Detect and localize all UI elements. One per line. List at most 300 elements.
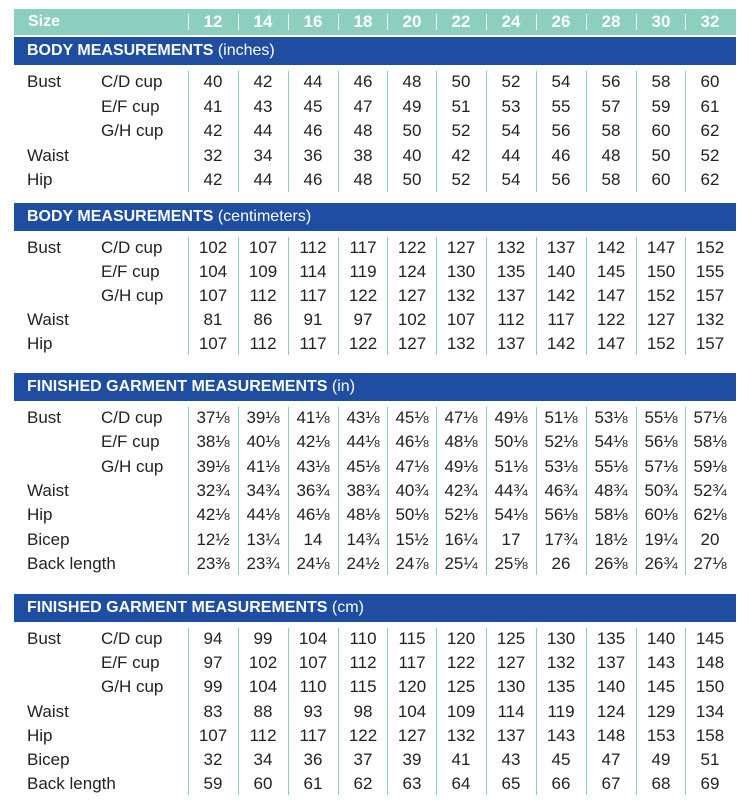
cell-body-in-bust-ef-cup-size-12: 41 (203, 97, 223, 116)
cell-body-in-hip-size-30: 60 (651, 170, 671, 189)
cell-garment-in-bust-cd-cup-size-32: 57⅛ (693, 408, 727, 427)
cell-body-in-bust-cd-cup-size-22: 50 (451, 72, 471, 91)
row-sublabel-bust-cd-cup: C/D cup (101, 408, 163, 427)
cell-garment-cm-hip-size-30: 153 (646, 726, 676, 745)
cell-garment-in-bicep-size-14: 13¼ (246, 530, 280, 549)
cell-body-cm-bust-ef-cup-size-24: 135 (496, 262, 526, 281)
cell-body-in-bust-gh-cup-size-32: 62 (700, 121, 720, 140)
cell-garment-in-bust-ef-cup-size-30: 56⅛ (644, 432, 678, 451)
cell-garment-in-waist-size-12: 32¾ (196, 481, 230, 500)
cell-garment-in-hip-size-32: 62⅛ (693, 505, 727, 524)
cell-body-cm-bust-ef-cup-size-14: 109 (248, 262, 278, 281)
cell-garment-cm-bicep-size-26: 45 (551, 750, 571, 769)
cell-body-in-bust-cd-cup-size-14: 42 (253, 72, 273, 91)
cell-body-cm-waist-size-24: 112 (497, 310, 525, 329)
row-sublabel-bust-ef-cup: E/F cup (101, 97, 160, 116)
cell-body-cm-hip-size-28: 147 (596, 334, 626, 353)
cell-garment-cm-hip-size-28: 148 (596, 726, 626, 745)
cell-garment-cm-bust-ef-cup-size-18: 112 (349, 653, 377, 672)
cell-body-in-waist-size-14: 34 (253, 146, 273, 165)
cell-garment-cm-back-length-size-24: 65 (501, 774, 521, 793)
cell-body-cm-bust-ef-cup-size-20: 124 (397, 262, 427, 281)
cell-garment-cm-waist-size-26: 119 (547, 702, 575, 721)
cell-body-in-bust-cd-cup-size-16: 44 (303, 72, 323, 91)
section-title-main: FINISHED GARMENT MEASUREMENTS (27, 378, 328, 395)
size-header-divider (536, 14, 537, 30)
size-24: 24 (501, 12, 521, 31)
row-label-bicep: Bicep (27, 530, 70, 549)
cell-garment-cm-bust-gh-cup-size-30: 145 (646, 677, 676, 696)
cell-garment-in-hip-size-12: 42⅛ (196, 505, 230, 524)
row-label-back-length: Back length (27, 554, 116, 573)
cell-body-in-waist-size-26: 46 (551, 146, 571, 165)
section-title (27, 203, 311, 231)
cell-garment-in-hip-size-16: 46⅛ (296, 505, 330, 524)
section-header-body-cm (14, 203, 736, 231)
cell-body-cm-bust-cd-cup-size-12: 102 (198, 238, 228, 257)
cell-garment-cm-bust-gh-cup-size-20: 120 (397, 677, 427, 696)
cell-body-in-waist-size-12: 32 (203, 146, 223, 165)
cell-garment-in-bust-ef-cup-size-28: 54⅛ (594, 432, 628, 451)
cell-garment-cm-bust-gh-cup-size-22: 125 (446, 677, 476, 696)
cell-body-in-waist-size-22: 42 (451, 146, 471, 165)
cell-garment-cm-bust-cd-cup-size-16: 104 (298, 629, 328, 648)
cell-garment-in-bicep-size-24: 17 (501, 530, 521, 549)
cell-body-cm-hip-size-20: 127 (397, 334, 427, 353)
cell-garment-in-waist-size-22: 42¾ (444, 481, 478, 500)
cell-garment-in-bust-ef-cup-size-26: 52⅛ (544, 432, 578, 451)
cell-garment-cm-hip-size-12: 107 (198, 726, 228, 745)
cell-body-cm-bust-cd-cup-size-16: 112 (299, 238, 327, 257)
cell-garment-in-bust-cd-cup-size-24: 49⅛ (494, 408, 528, 427)
cell-garment-cm-bust-cd-cup-size-22: 120 (446, 629, 476, 648)
row-label-back-length: Back length (27, 774, 116, 793)
cell-body-cm-bust-cd-cup-size-30: 147 (646, 238, 676, 257)
cell-garment-in-back-length-size-32: 27⅛ (693, 554, 727, 573)
cell-garment-in-bust-cd-cup-size-28: 53⅛ (594, 408, 628, 427)
cell-garment-in-bicep-size-16: 14 (303, 530, 323, 549)
cell-garment-in-hip-size-14: 44⅛ (246, 505, 280, 524)
cell-body-cm-waist-size-14: 86 (253, 310, 273, 329)
cell-garment-in-back-length-size-24: 25⅝ (494, 554, 528, 573)
row-label-hip: Hip (27, 726, 53, 745)
cell-garment-in-bust-gh-cup-size-20: 47⅛ (395, 457, 429, 476)
cell-body-in-bust-cd-cup-size-20: 48 (402, 72, 422, 91)
row-label-bust-cd-cup: Bust (27, 408, 62, 427)
section-header-body-in (14, 37, 736, 65)
cell-garment-cm-bust-gh-cup-size-26: 135 (546, 677, 576, 696)
cell-body-cm-waist-size-30: 127 (646, 310, 676, 329)
section-title-unit: (cm) (331, 599, 364, 616)
cell-garment-cm-bicep-size-22: 41 (451, 750, 471, 769)
cell-body-cm-waist-size-28: 122 (596, 310, 626, 329)
row-sublabel-bust-ef-cup: E/F cup (101, 653, 160, 672)
cell-garment-cm-bust-ef-cup-size-12: 97 (203, 653, 223, 672)
cell-garment-in-bust-gh-cup-size-30: 57⅛ (644, 457, 678, 476)
cell-body-cm-bust-gh-cup-size-14: 112 (249, 286, 277, 305)
cell-garment-in-back-length-size-14: 23¾ (246, 554, 280, 573)
cell-body-cm-hip-size-14: 112 (249, 334, 277, 353)
cell-body-in-bust-ef-cup-size-26: 55 (551, 97, 571, 116)
cell-garment-cm-bust-gh-cup-size-12: 99 (203, 677, 223, 696)
cell-garment-cm-waist-size-24: 114 (497, 702, 525, 721)
cell-body-in-bust-ef-cup-size-32: 61 (700, 97, 720, 116)
row-sublabel-bust-gh-cup: G/H cup (101, 677, 164, 696)
cell-garment-cm-bust-ef-cup-size-16: 107 (298, 653, 328, 672)
cell-garment-in-back-length-size-16: 24⅛ (296, 554, 330, 573)
cell-body-cm-bust-gh-cup-size-28: 147 (596, 286, 626, 305)
section-title-unit: (inches) (217, 42, 275, 59)
cell-garment-in-back-length-size-30: 26¾ (644, 554, 678, 573)
cell-garment-in-bicep-size-30: 19¼ (644, 530, 678, 549)
row-sublabel-bust-ef-cup: E/F cup (101, 262, 160, 281)
cell-garment-cm-bust-cd-cup-size-26: 130 (546, 629, 576, 648)
cell-garment-in-waist-size-18: 38¾ (346, 481, 380, 500)
cell-garment-cm-waist-size-14: 88 (253, 702, 273, 721)
cell-body-in-bust-gh-cup-size-30: 60 (651, 121, 671, 140)
size-header-divider (238, 14, 239, 30)
cell-garment-cm-bust-ef-cup-size-14: 102 (248, 653, 278, 672)
row-sublabel-bust-ef-cup: E/F cup (101, 432, 160, 451)
cell-garment-cm-bust-ef-cup-size-20: 117 (398, 653, 426, 672)
cell-garment-in-bicep-size-12: 12½ (196, 530, 230, 549)
row-label-bicep: Bicep (27, 750, 70, 769)
cell-garment-in-hip-size-18: 48⅛ (346, 505, 380, 524)
cell-garment-cm-bicep-size-12: 32 (203, 750, 223, 769)
cell-body-in-bust-gh-cup-size-20: 50 (402, 121, 422, 140)
cell-garment-in-bust-ef-cup-size-16: 42⅛ (296, 432, 330, 451)
cell-body-cm-bust-gh-cup-size-18: 122 (348, 286, 378, 305)
cell-body-cm-bust-ef-cup-size-30: 150 (646, 262, 676, 281)
size-20: 20 (402, 12, 422, 31)
cell-body-cm-bust-cd-cup-size-22: 127 (446, 238, 476, 257)
cell-body-cm-bust-gh-cup-size-24: 137 (496, 286, 526, 305)
cell-body-in-bust-ef-cup-size-22: 51 (451, 97, 471, 116)
cell-garment-in-waist-size-30: 50¾ (644, 481, 678, 500)
cell-body-in-bust-ef-cup-size-18: 47 (353, 97, 373, 116)
row-sublabel-bust-cd-cup: C/D cup (101, 629, 163, 648)
cell-body-in-bust-cd-cup-size-18: 46 (353, 72, 373, 91)
cell-garment-cm-waist-size-22: 109 (446, 702, 476, 721)
cell-garment-cm-back-length-size-12: 59 (203, 774, 223, 793)
cell-body-cm-bust-gh-cup-size-12: 107 (198, 286, 228, 305)
cell-body-cm-hip-size-12: 107 (198, 334, 228, 353)
row-label-hip: Hip (27, 170, 53, 189)
cell-body-cm-bust-gh-cup-size-16: 117 (299, 286, 327, 305)
size-header-divider (685, 14, 686, 30)
cell-garment-in-bust-ef-cup-size-18: 44⅛ (346, 432, 380, 451)
cell-body-cm-bust-ef-cup-size-32: 155 (695, 262, 725, 281)
size-header-divider (636, 14, 637, 30)
cell-body-cm-bust-cd-cup-size-14: 107 (248, 238, 278, 257)
cell-garment-in-bust-cd-cup-size-20: 45⅛ (395, 408, 429, 427)
cell-body-cm-bust-gh-cup-size-26: 142 (546, 286, 576, 305)
row-sublabel-bust-gh-cup: G/H cup (101, 286, 164, 305)
size-header-divider (586, 14, 587, 30)
cell-body-in-bust-gh-cup-size-14: 44 (253, 121, 273, 140)
row-sublabel-bust-gh-cup: G/H cup (101, 457, 164, 476)
cell-garment-in-waist-size-14: 34¾ (246, 481, 280, 500)
cell-garment-cm-waist-size-20: 104 (397, 702, 427, 721)
cell-body-cm-hip-size-16: 117 (299, 334, 327, 353)
cell-garment-in-bust-gh-cup-size-12: 39⅛ (196, 457, 230, 476)
size-label: Size (28, 13, 61, 30)
cell-garment-cm-back-length-size-30: 68 (651, 774, 671, 793)
cell-body-cm-bust-ef-cup-size-22: 130 (446, 262, 476, 281)
cell-garment-cm-bust-gh-cup-size-14: 104 (248, 677, 278, 696)
cell-garment-cm-bicep-size-20: 39 (402, 750, 422, 769)
size-header (14, 9, 736, 35)
cell-body-in-hip-size-18: 48 (353, 170, 373, 189)
cell-body-in-hip-size-32: 62 (700, 170, 720, 189)
cell-body-cm-bust-cd-cup-size-28: 142 (596, 238, 626, 257)
size-12: 12 (203, 12, 223, 31)
section-title-main: BODY MEASUREMENTS (27, 42, 214, 59)
size-header-divider (188, 14, 189, 30)
cell-body-in-bust-gh-cup-size-12: 42 (203, 121, 223, 140)
cell-body-in-hip-size-24: 54 (501, 170, 521, 189)
cell-garment-in-bust-gh-cup-size-24: 51⅛ (494, 457, 528, 476)
cell-body-in-bust-gh-cup-size-18: 48 (353, 121, 373, 140)
size-header-divider (387, 14, 388, 30)
cell-garment-in-bust-gh-cup-size-14: 41⅛ (246, 457, 280, 476)
size-header-divider (436, 14, 437, 30)
cell-garment-cm-bust-gh-cup-size-28: 140 (596, 677, 626, 696)
cell-garment-cm-bust-ef-cup-size-32: 148 (695, 653, 725, 672)
cell-body-in-bust-gh-cup-size-28: 58 (601, 121, 621, 140)
cell-body-cm-bust-gh-cup-size-22: 132 (446, 286, 476, 305)
cell-body-in-bust-cd-cup-size-28: 56 (601, 72, 621, 91)
cell-garment-cm-waist-size-30: 129 (646, 702, 676, 721)
cell-garment-in-bust-ef-cup-size-20: 46⅛ (395, 432, 429, 451)
cell-garment-cm-hip-size-22: 132 (446, 726, 476, 745)
cell-garment-cm-bust-cd-cup-size-32: 145 (695, 629, 725, 648)
cell-body-in-waist-size-28: 48 (601, 146, 621, 165)
cell-garment-in-waist-size-16: 36¾ (296, 481, 330, 500)
cell-garment-in-bicep-size-32: 20 (700, 530, 720, 549)
cell-garment-in-bust-cd-cup-size-30: 55⅛ (644, 408, 678, 427)
cell-garment-cm-bust-ef-cup-size-28: 137 (596, 653, 626, 672)
cell-body-cm-hip-size-22: 132 (446, 334, 476, 353)
cell-garment-cm-back-length-size-22: 64 (451, 774, 471, 793)
section-title-unit: (in) (331, 378, 356, 395)
cell-body-in-waist-size-18: 38 (353, 146, 373, 165)
cell-garment-cm-bust-gh-cup-size-18: 115 (349, 677, 377, 696)
cell-garment-in-bust-ef-cup-size-24: 50⅛ (494, 432, 528, 451)
cell-body-in-bust-gh-cup-size-24: 54 (501, 121, 521, 140)
size-28: 28 (601, 12, 621, 31)
cell-garment-in-bust-ef-cup-size-32: 58⅛ (693, 432, 727, 451)
cell-body-cm-bust-ef-cup-size-12: 104 (198, 262, 228, 281)
cell-garment-cm-back-length-size-20: 63 (402, 774, 422, 793)
cell-body-in-hip-size-26: 56 (551, 170, 571, 189)
row-sublabel-bust-cd-cup: C/D cup (101, 238, 163, 257)
cell-garment-in-bust-gh-cup-size-22: 49⅛ (444, 457, 478, 476)
section-title-unit: (centimeters) (217, 208, 312, 225)
size-32: 32 (700, 12, 720, 31)
cell-garment-in-bust-ef-cup-size-12: 38⅛ (196, 432, 230, 451)
section-header-garment-in (14, 373, 736, 401)
cell-garment-in-bust-cd-cup-size-14: 39⅛ (246, 408, 280, 427)
cell-garment-in-back-length-size-26: 26 (551, 554, 571, 573)
cell-garment-cm-hip-size-18: 122 (348, 726, 378, 745)
section-title (27, 594, 364, 622)
size-26: 26 (551, 12, 571, 31)
cell-garment-cm-waist-size-16: 93 (303, 702, 323, 721)
cell-body-cm-bust-ef-cup-size-18: 119 (349, 262, 377, 281)
cell-body-in-bust-gh-cup-size-22: 52 (451, 121, 471, 140)
cell-garment-in-bust-gh-cup-size-32: 59⅛ (693, 457, 727, 476)
cell-body-in-bust-ef-cup-size-30: 59 (651, 97, 671, 116)
section-title-main: FINISHED GARMENT MEASUREMENTS (27, 599, 328, 616)
cell-garment-cm-back-length-size-18: 62 (353, 774, 373, 793)
cell-garment-cm-back-length-size-32: 69 (700, 774, 720, 793)
cell-body-in-bust-ef-cup-size-20: 49 (402, 97, 422, 116)
cell-body-in-bust-gh-cup-size-16: 46 (303, 121, 323, 140)
cell-body-in-waist-size-32: 52 (700, 146, 720, 165)
section-header-garment-cm (14, 594, 736, 622)
row-label-waist: Waist (27, 310, 69, 329)
cell-body-in-hip-size-28: 58 (601, 170, 621, 189)
cell-garment-cm-bust-cd-cup-size-24: 125 (496, 629, 526, 648)
cell-garment-cm-bicep-size-14: 34 (253, 750, 273, 769)
row-label-waist: Waist (27, 481, 69, 500)
cell-garment-in-back-length-size-22: 25¼ (444, 554, 478, 573)
cell-garment-cm-bicep-size-30: 49 (651, 750, 671, 769)
size-16: 16 (303, 12, 323, 31)
cell-garment-cm-hip-size-24: 137 (496, 726, 526, 745)
cell-body-cm-hip-size-32: 157 (695, 334, 725, 353)
cell-body-in-bust-cd-cup-size-26: 54 (551, 72, 571, 91)
cell-garment-in-waist-size-28: 48¾ (594, 481, 628, 500)
cell-body-cm-waist-size-26: 117 (547, 310, 575, 329)
section-title (27, 37, 275, 65)
cell-garment-cm-bust-gh-cup-size-32: 150 (695, 677, 725, 696)
cell-body-in-bust-ef-cup-size-24: 53 (501, 97, 521, 116)
cell-body-in-bust-cd-cup-size-30: 58 (651, 72, 671, 91)
cell-body-in-bust-ef-cup-size-28: 57 (601, 97, 621, 116)
cell-garment-cm-hip-size-20: 127 (397, 726, 427, 745)
cell-garment-in-hip-size-20: 50⅛ (395, 505, 429, 524)
cell-garment-in-bust-gh-cup-size-28: 55⅛ (594, 457, 628, 476)
cell-garment-in-hip-size-24: 54⅛ (494, 505, 528, 524)
size-header-divider (338, 14, 339, 30)
cell-garment-cm-bust-ef-cup-size-24: 127 (496, 653, 526, 672)
cell-garment-cm-hip-size-16: 117 (299, 726, 327, 745)
cell-garment-in-back-length-size-18: 24½ (346, 554, 380, 573)
cell-garment-in-bicep-size-28: 18½ (594, 530, 628, 549)
cell-body-cm-bust-gh-cup-size-32: 157 (695, 286, 725, 305)
cell-garment-in-waist-size-26: 46¾ (544, 481, 578, 500)
cell-garment-cm-bust-cd-cup-size-12: 94 (203, 629, 223, 648)
row-label-bust-cd-cup: Bust (27, 72, 62, 91)
cell-body-in-bust-cd-cup-size-32: 60 (700, 72, 720, 91)
cell-garment-cm-bust-ef-cup-size-26: 132 (546, 653, 576, 672)
cell-body-in-bust-cd-cup-size-12: 40 (203, 72, 223, 91)
row-label-waist: Waist (27, 146, 69, 165)
cell-garment-in-back-length-size-12: 23⅜ (196, 554, 230, 573)
cell-garment-in-bicep-size-22: 16¼ (444, 530, 478, 549)
size-18: 18 (353, 12, 373, 31)
cell-garment-cm-bust-cd-cup-size-28: 135 (596, 629, 626, 648)
cell-body-cm-bust-ef-cup-size-26: 140 (546, 262, 576, 281)
cell-garment-in-bust-gh-cup-size-26: 53⅛ (544, 457, 578, 476)
cell-garment-cm-bust-ef-cup-size-22: 122 (446, 653, 476, 672)
cell-garment-cm-hip-size-14: 112 (249, 726, 277, 745)
cell-body-cm-waist-size-18: 97 (353, 310, 373, 329)
cell-garment-cm-hip-size-32: 158 (695, 726, 725, 745)
cell-body-cm-bust-cd-cup-size-32: 152 (695, 238, 725, 257)
cell-garment-in-hip-size-22: 52⅛ (444, 505, 478, 524)
cell-body-cm-bust-cd-cup-size-26: 137 (546, 238, 576, 257)
cell-garment-cm-waist-size-32: 134 (695, 702, 725, 721)
cell-body-in-hip-size-14: 44 (253, 170, 273, 189)
cell-garment-in-hip-size-30: 60⅛ (644, 505, 678, 524)
cell-body-cm-bust-cd-cup-size-18: 117 (349, 238, 377, 257)
cell-garment-in-bust-ef-cup-size-14: 40⅛ (246, 432, 280, 451)
cell-garment-in-bust-gh-cup-size-16: 43⅛ (296, 457, 330, 476)
cell-body-in-bust-ef-cup-size-16: 45 (303, 97, 323, 116)
cell-garment-in-bicep-size-18: 14¾ (346, 530, 380, 549)
row-label-waist: Waist (27, 702, 69, 721)
cell-body-cm-bust-cd-cup-size-24: 132 (496, 238, 526, 257)
cell-garment-in-back-length-size-28: 26⅜ (594, 554, 628, 573)
size-30: 30 (651, 12, 671, 31)
cell-body-cm-hip-size-30: 152 (646, 334, 676, 353)
row-label-hip: Hip (27, 334, 53, 353)
cell-body-cm-hip-size-24: 137 (496, 334, 526, 353)
cell-garment-cm-bust-ef-cup-size-30: 143 (646, 653, 676, 672)
cell-garment-cm-bust-cd-cup-size-20: 115 (398, 629, 426, 648)
size-header-divider (288, 14, 289, 30)
cell-body-cm-hip-size-26: 142 (546, 334, 576, 353)
cell-garment-cm-bust-gh-cup-size-16: 110 (299, 677, 327, 696)
row-label-hip: Hip (27, 505, 53, 524)
cell-garment-in-bust-ef-cup-size-22: 48⅛ (444, 432, 478, 451)
cell-garment-in-bust-cd-cup-size-12: 37⅛ (196, 408, 230, 427)
cell-body-in-waist-size-24: 44 (501, 146, 521, 165)
cell-garment-cm-bust-cd-cup-size-18: 110 (349, 629, 377, 648)
section-title (27, 373, 355, 401)
cell-body-cm-waist-size-16: 91 (303, 310, 323, 329)
cell-garment-cm-hip-size-26: 143 (546, 726, 576, 745)
cell-body-cm-waist-size-22: 107 (446, 310, 476, 329)
cell-body-in-waist-size-20: 40 (402, 146, 422, 165)
size-22: 22 (451, 12, 471, 31)
cell-garment-in-back-length-size-20: 24⅞ (395, 554, 429, 573)
size-14: 14 (253, 12, 273, 31)
cell-garment-in-waist-size-24: 44¾ (494, 481, 528, 500)
cell-body-cm-bust-gh-cup-size-30: 152 (646, 286, 676, 305)
cell-body-in-hip-size-16: 46 (303, 170, 323, 189)
cell-body-in-bust-cd-cup-size-24: 52 (501, 72, 521, 91)
cell-garment-cm-waist-size-12: 83 (203, 702, 223, 721)
cell-garment-cm-bicep-size-24: 43 (501, 750, 521, 769)
row-label-bust-cd-cup: Bust (27, 629, 62, 648)
size-header-divider (486, 14, 487, 30)
cell-garment-cm-bust-cd-cup-size-14: 99 (253, 629, 273, 648)
cell-garment-in-hip-size-26: 56⅛ (544, 505, 578, 524)
cell-body-cm-bust-gh-cup-size-20: 127 (397, 286, 427, 305)
cell-body-cm-waist-size-32: 132 (695, 310, 725, 329)
cell-garment-in-bust-cd-cup-size-18: 43⅛ (346, 408, 380, 427)
cell-garment-cm-bicep-size-32: 51 (700, 750, 720, 769)
cell-body-in-hip-size-20: 50 (402, 170, 422, 189)
cell-garment-cm-waist-size-18: 98 (353, 702, 373, 721)
cell-body-cm-bust-ef-cup-size-28: 145 (596, 262, 626, 281)
cell-garment-in-waist-size-20: 40¾ (395, 481, 429, 500)
cell-garment-in-bust-gh-cup-size-18: 45⅛ (346, 457, 380, 476)
